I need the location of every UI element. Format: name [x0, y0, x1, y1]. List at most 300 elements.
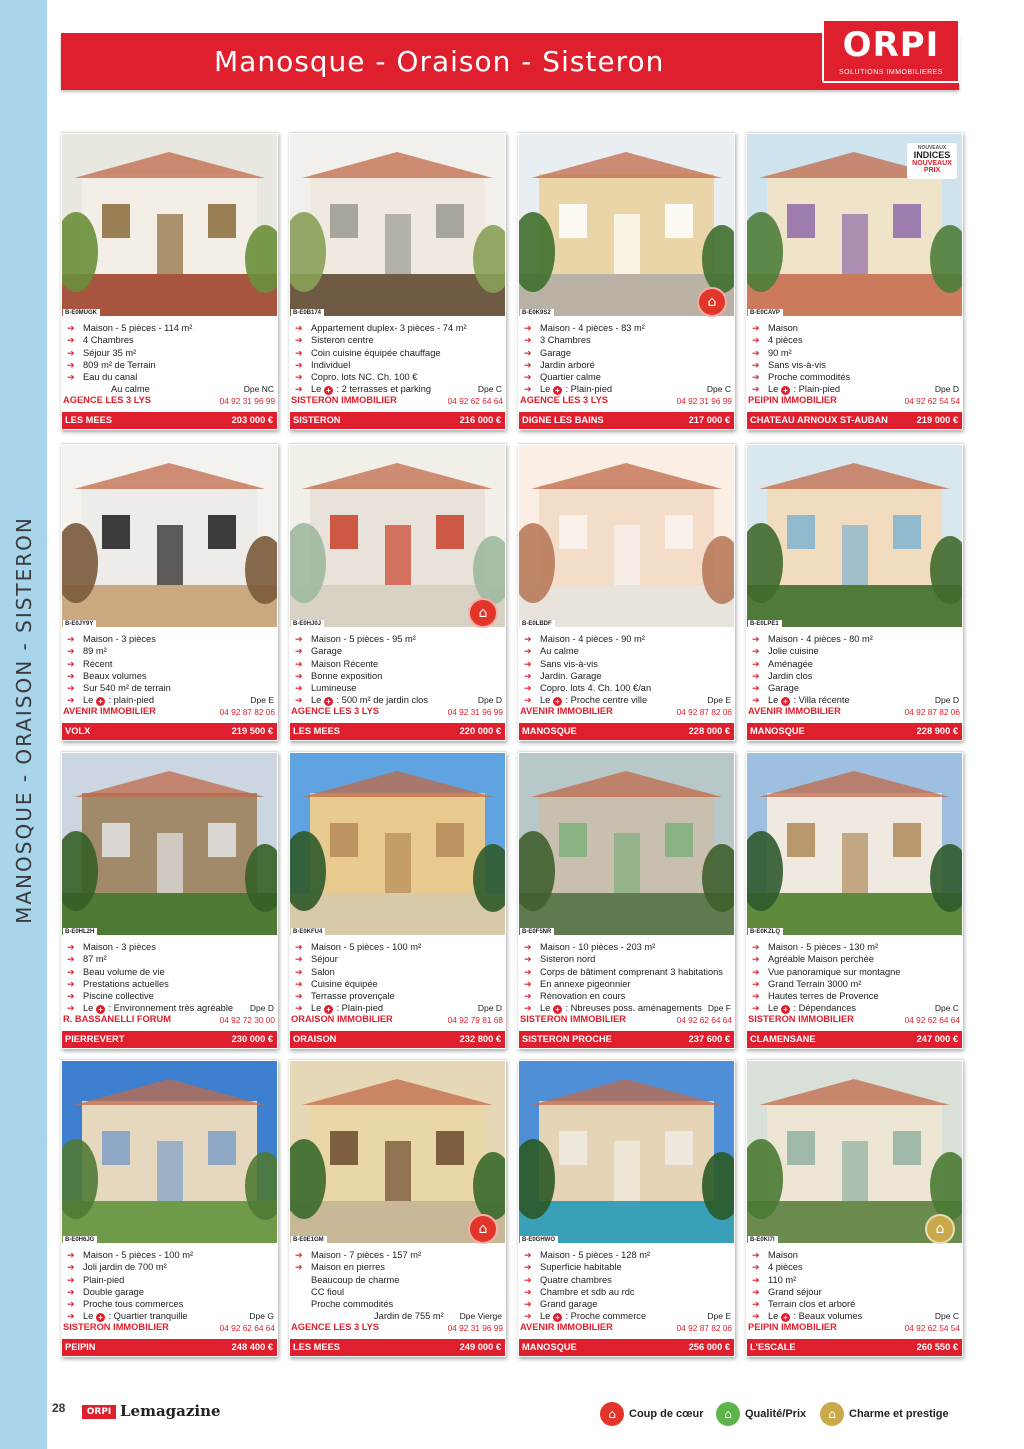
plus-icon: + [553, 1005, 562, 1014]
feature-line [521, 990, 733, 1002]
listing-photo[interactable] [519, 753, 734, 935]
agency-name[interactable]: SISTERON IMMOBILIER [520, 1014, 626, 1024]
feature-text: Maison - 5 pièces - 95 m² [311, 634, 416, 644]
listing-card[interactable] [746, 751, 963, 1049]
agency-phone[interactable]: 04 92 87 82 06 [676, 707, 732, 717]
feature-line [292, 347, 504, 359]
feature-line [521, 359, 733, 371]
feature-text: Maison - 3 pièces [83, 942, 156, 952]
agency-phone[interactable]: 04 92 87 82 06 [676, 1323, 732, 1333]
plus-icon: + [96, 697, 105, 706]
listing-city: MANOSQUE [522, 726, 577, 736]
feature-line [64, 1286, 276, 1298]
arrow-icon: ➔ [67, 1311, 75, 1322]
feature-text: Le + : Plain-pied [768, 384, 841, 396]
listing-photo[interactable] [747, 753, 962, 935]
listing-city: CHATEAU ARNOUX ST-AUBAN [750, 415, 888, 425]
feature-text: Beaux volumes [83, 670, 147, 681]
feature-line [749, 359, 961, 371]
listing-city: LES MEES [293, 726, 341, 736]
listing-price: 216 000 € [459, 415, 501, 425]
agency-phone[interactable]: 04 92 31 96 99 [447, 1323, 503, 1333]
arrow-icon: ➔ [752, 954, 760, 965]
listing-photo[interactable] [62, 445, 277, 627]
feature-text: Vue panoramique sur montagne [768, 966, 901, 977]
listing-photo[interactable] [62, 1061, 277, 1243]
arrow-icon: ➔ [295, 323, 303, 333]
feature-line [292, 670, 504, 682]
feature-line [749, 1249, 961, 1261]
feature-line [64, 1310, 276, 1322]
coup-de-coeur-icon: ⌂ [468, 1214, 498, 1244]
listing-card[interactable] [518, 443, 735, 741]
arrow-icon: ➔ [752, 1274, 760, 1285]
feature-line [521, 645, 733, 657]
listing-city: ORAISON [293, 1034, 337, 1044]
listing-card[interactable] [289, 751, 506, 1049]
feature-line [64, 322, 276, 334]
dpe-label: Dpe D [477, 1003, 502, 1014]
agency-name[interactable]: AVENIR IMMOBILIER [520, 706, 613, 716]
feature-text: Quatre chambres [540, 1274, 612, 1285]
feature-text: Terrain clos et arboré [768, 1299, 856, 1310]
feature-line [749, 383, 961, 395]
arrow-icon: ➔ [524, 359, 532, 370]
city-price-bar [290, 723, 505, 740]
listing-ref: B-E0CAVP [748, 309, 783, 316]
feature-line [64, 670, 276, 682]
listing-photo[interactable] [290, 1061, 505, 1243]
listing-ref: B-E0E1GM [291, 1236, 327, 1243]
agency-name[interactable]: SISTERON IMMOBILIER [291, 395, 397, 405]
feature-line [521, 1261, 733, 1273]
agency-name[interactable]: ORAISON IMMOBILIER [291, 1014, 393, 1024]
feature-line [521, 334, 733, 346]
plus-icon: + [553, 697, 562, 706]
agency-phone[interactable]: 04 92 79 81 68 [447, 1015, 503, 1025]
listing-city: CLAMENSANE [750, 1034, 816, 1044]
listing-card[interactable] [61, 1059, 278, 1357]
listing-price: 237 600 € [688, 1034, 730, 1044]
listing-price: 232 800 € [459, 1034, 501, 1044]
listing-card[interactable] [61, 132, 278, 430]
listing-photo[interactable] [747, 1061, 962, 1243]
feature-line [749, 347, 961, 359]
feature-text: Le + : Villa récente [768, 695, 850, 707]
coup-de-coeur-icon: ⌂ [600, 1402, 624, 1426]
feature-line [749, 645, 961, 657]
feature-line [292, 990, 504, 1002]
listing-photo[interactable] [290, 753, 505, 935]
agency-row [63, 1322, 275, 1335]
plus-icon: + [553, 1313, 562, 1322]
listings-grid [61, 132, 963, 1362]
agency-phone[interactable]: 04 92 72 30 00 [219, 1015, 275, 1025]
listing-card[interactable] [61, 751, 278, 1049]
arrow-icon: ➔ [524, 1311, 532, 1322]
agency-name[interactable]: PEIPIN IMMOBILIER [748, 1322, 837, 1332]
feature-text: Maison - 5 pièces - 128 m² [540, 1250, 651, 1260]
arrow-icon: ➔ [524, 942, 532, 952]
feature-text: Le + : Proche centre ville [540, 695, 648, 707]
listing-card[interactable] [746, 1059, 963, 1357]
feature-text: CC fioul [311, 1286, 345, 1297]
arrow-icon: ➔ [524, 384, 532, 395]
agency-name[interactable]: AGENCE LES 3 LYS [291, 1322, 380, 1332]
feature-line [749, 322, 961, 334]
arrow-icon: ➔ [752, 323, 760, 333]
arrow-icon: ➔ [295, 347, 303, 358]
feature-text: Maison - 3 pièces [83, 634, 156, 644]
arrow-icon: ➔ [524, 1286, 532, 1297]
agency-phone[interactable]: 04 92 62 54 54 [904, 1323, 960, 1333]
listing-price: 247 000 € [916, 1034, 958, 1044]
city-price-bar [519, 723, 734, 740]
city-price-bar [519, 1031, 734, 1048]
city-price-bar [747, 723, 962, 740]
arrow-icon: ➔ [295, 335, 303, 346]
listing-city: PEIPIN [65, 1342, 96, 1352]
listing-photo[interactable] [519, 445, 734, 627]
arrow-icon: ➔ [67, 634, 75, 644]
arrow-icon: ➔ [67, 323, 75, 333]
arrow-icon: ➔ [752, 384, 760, 395]
arrow-icon: ➔ [67, 646, 75, 657]
plus-icon: + [324, 697, 333, 706]
listing-ref: B-E0MUGK [63, 309, 100, 316]
listing-ref: B-E0H6JG [63, 1236, 97, 1243]
agency-name[interactable]: SISTERON IMMOBILIER [63, 1322, 169, 1332]
feature-line [749, 682, 961, 694]
listing-city: SISTERON [293, 415, 341, 425]
arrow-icon: ➔ [67, 978, 75, 989]
agency-phone[interactable]: 04 92 31 96 99 [676, 396, 732, 406]
dpe-label: Dpe E [707, 1311, 731, 1322]
agency-row [63, 1014, 275, 1027]
city-price-bar [747, 1339, 962, 1356]
listing-card[interactable] [746, 443, 963, 741]
listing-features [64, 322, 276, 396]
feature-text: Piscine collective [83, 991, 154, 1002]
promo-line: NOUVEAUX PRIX [912, 160, 952, 174]
arrow-icon: ➔ [524, 1274, 532, 1285]
listing-photo[interactable] [62, 134, 277, 316]
listing-card[interactable] [289, 443, 506, 741]
arrow-icon: ➔ [295, 372, 303, 383]
feature-text: Le + : Plain-pied [540, 384, 613, 396]
feature-text: Maison [768, 323, 798, 333]
listing-photo[interactable] [519, 1061, 734, 1243]
feature-text: Eau du canal [83, 372, 138, 383]
plus-icon: + [781, 1313, 790, 1322]
listing-photo[interactable] [290, 445, 505, 627]
feature-line [521, 1274, 733, 1286]
listing-ref: B-E0JY9Y [63, 620, 96, 627]
dpe-label: Dpe C [477, 384, 502, 395]
feature-line [521, 633, 733, 645]
listing-city: MANOSQUE [750, 726, 805, 736]
listing-photo[interactable] [519, 134, 734, 316]
listing-ref: B-E0KI7I [748, 1236, 778, 1243]
listing-price: 228 000 € [688, 726, 730, 736]
feature-text: Coin cuisine équipée chauffage [311, 347, 441, 358]
legend-label: Coup de cœur [629, 1408, 704, 1420]
feature-text: Maison - 4 pièces - 80 m² [768, 634, 873, 644]
listing-features [64, 941, 276, 1015]
arrow-icon: ➔ [752, 966, 760, 977]
feature-text: Hautes terres de Provence [768, 991, 879, 1002]
feature-text: Le + : 500 m² de jardin clos [311, 695, 428, 707]
feature-text: Le + : plain-pied [83, 695, 155, 707]
legend-qualite-prix [716, 1400, 806, 1428]
feature-text: Maison - 10 pièces - 203 m² [540, 942, 656, 952]
side-title: MANOSQUE - ORAISON - SISTERON [11, 516, 36, 924]
page-title: Manosque - Oraison - Sisteron [214, 45, 665, 78]
arrow-icon: ➔ [295, 1262, 303, 1273]
logo-subtitle: SOLUTIONS IMMOBILIERES [839, 69, 943, 76]
listing-card[interactable] [61, 443, 278, 741]
feature-text: Récent [83, 658, 113, 669]
listing-features [64, 633, 276, 707]
agency-phone[interactable]: 04 92 62 64 64 [904, 1015, 960, 1025]
arrow-icon: ➔ [752, 634, 760, 644]
listing-features [292, 1249, 504, 1323]
agency-phone[interactable]: 04 92 62 54 54 [904, 396, 960, 406]
feature-text: Maison en pierres [311, 1262, 385, 1273]
orpi-logo[interactable] [822, 19, 960, 83]
listing-photo[interactable] [747, 445, 962, 627]
feature-text: Appartement duplex- 3 pièces - 74 m² [311, 323, 467, 333]
feature-text: 4 pièces [768, 1262, 803, 1273]
feature-line [749, 694, 961, 706]
agency-name[interactable]: R. BASSANELLI FORUM [63, 1014, 171, 1024]
city-price-bar [290, 412, 505, 429]
arrow-icon: ➔ [295, 991, 303, 1002]
feature-text: Maison - 5 pièces - 130 m² [768, 942, 879, 952]
feature-line [521, 978, 733, 990]
plus-icon: + [96, 1313, 105, 1322]
feature-text: Aménagée [768, 658, 813, 669]
agency-name[interactable]: PEIPIN IMMOBILIER [748, 395, 837, 405]
listing-photo[interactable] [290, 134, 505, 316]
agency-phone[interactable]: 04 92 62 64 64 [219, 1323, 275, 1333]
feature-line [292, 633, 504, 645]
feature-line [64, 633, 276, 645]
listing-ref: B-E0HL2H [63, 928, 97, 935]
feature-line [64, 658, 276, 670]
feature-text: Le + : Plain-pied [311, 1003, 384, 1015]
dpe-label: Dpe C [934, 1311, 959, 1322]
feature-line [521, 1298, 733, 1310]
feature-text: Maison - 5 pièces - 114 m² [83, 323, 193, 333]
agency-phone[interactable]: 04 92 62 64 64 [676, 1015, 732, 1025]
listing-features [292, 941, 504, 1015]
listing-features [749, 322, 961, 396]
feature-line [64, 347, 276, 359]
feature-line [521, 322, 733, 334]
arrow-icon: ➔ [524, 347, 532, 358]
agency-name[interactable]: AGENCE LES 3 LYS [520, 395, 609, 405]
feature-text: Individuel [311, 359, 351, 370]
feature-line [749, 371, 961, 383]
listing-ref: B-E0KFU4 [291, 928, 325, 935]
arrow-icon: ➔ [67, 695, 75, 706]
feature-line [292, 658, 504, 670]
agency-row [291, 1014, 503, 1027]
feature-line [749, 670, 961, 682]
feature-line [64, 1261, 276, 1273]
arrow-icon: ➔ [752, 1286, 760, 1297]
agency-phone[interactable]: 04 92 87 82 06 [904, 707, 960, 717]
feature-line [749, 941, 961, 953]
arrow-icon: ➔ [752, 695, 760, 706]
arrow-icon: ➔ [524, 372, 532, 383]
listing-features [64, 1249, 276, 1323]
promo-line: NOUVEAUX [917, 145, 947, 151]
arrow-icon: ➔ [752, 670, 760, 681]
feature-text: Au calme [111, 384, 150, 395]
feature-line [521, 383, 733, 395]
feature-line [292, 1274, 504, 1286]
arrow-icon: ➔ [524, 966, 532, 977]
dpe-label: Dpe E [707, 695, 731, 706]
feature-line [64, 1298, 276, 1310]
legend-label: Charme et prestige [849, 1408, 949, 1420]
feature-line [749, 966, 961, 978]
agency-row [520, 706, 732, 719]
feature-line [292, 1286, 504, 1298]
feature-line [749, 334, 961, 346]
listing-price: 260 550 € [916, 1342, 958, 1352]
arrow-icon: ➔ [524, 683, 532, 694]
feature-line [64, 953, 276, 965]
feature-text: Jardin arboré [540, 359, 595, 370]
agency-name[interactable]: AGENCE LES 3 LYS [63, 395, 152, 405]
agency-name[interactable]: SISTERON IMMOBILIER [748, 1014, 854, 1024]
arrow-icon: ➔ [295, 683, 303, 694]
feature-line [64, 1002, 276, 1014]
dpe-label: Dpe C [706, 384, 731, 395]
listing-ref: B-E0GHWO [520, 1236, 558, 1243]
plus-icon: + [781, 697, 790, 706]
listing-features [521, 1249, 733, 1323]
feature-line [749, 1310, 961, 1322]
arrow-icon: ➔ [524, 978, 532, 989]
listing-city: PIERREVERT [65, 1034, 125, 1044]
listing-price: 256 000 € [688, 1342, 730, 1352]
listing-card[interactable] [518, 751, 735, 1049]
feature-text: Jardin clos [768, 670, 813, 681]
listing-features [521, 322, 733, 396]
listing-card[interactable] [518, 132, 735, 430]
listing-card[interactable] [518, 1059, 735, 1357]
feature-text: Copro. lots 4. Ch. 100 €/an [540, 683, 652, 694]
feature-line [64, 966, 276, 978]
feature-text: Double garage [83, 1286, 144, 1297]
agency-name[interactable]: AVENIR IMMOBILIER [748, 706, 841, 716]
agency-row [63, 395, 275, 408]
feature-line [749, 1286, 961, 1298]
agency-phone[interactable]: 04 92 31 96 99 [447, 707, 503, 717]
legend-label: Qualité/Prix [745, 1408, 807, 1420]
feature-text: Copro. lots NC. Ch. 100 € [311, 372, 418, 383]
city-price-bar [62, 723, 277, 740]
agency-name[interactable]: AGENCE LES 3 LYS [291, 706, 380, 716]
listing-price: 219 000 € [916, 415, 958, 425]
feature-line [292, 694, 504, 706]
listing-ref: B-E0K9S2 [520, 309, 554, 316]
feature-line [64, 359, 276, 371]
plus-icon: + [324, 386, 333, 395]
feature-text: Agréable Maison perchée [768, 954, 874, 965]
agency-name[interactable]: AVENIR IMMOBILIER [520, 1322, 613, 1332]
agency-phone[interactable]: 04 92 87 82 06 [219, 707, 275, 717]
feature-text: Le + : Proche commerce [540, 1311, 647, 1323]
listing-price: 249 000 € [459, 1342, 501, 1352]
feature-text: 110 m² [768, 1274, 797, 1285]
arrow-icon: ➔ [524, 658, 532, 669]
city-price-bar [62, 1031, 277, 1048]
feature-text: Sans vis-à-vis [768, 359, 826, 370]
listing-photo[interactable] [62, 753, 277, 935]
agency-name[interactable]: AVENIR IMMOBILIER [63, 706, 156, 716]
listing-price: 219 500 € [231, 726, 273, 736]
feature-text: Proche commodités [311, 1299, 394, 1310]
feature-line [292, 359, 504, 371]
listing-price: 230 000 € [231, 1034, 273, 1044]
arrow-icon: ➔ [524, 954, 532, 965]
arrow-icon: ➔ [752, 991, 760, 1002]
arrow-icon: ➔ [67, 1286, 75, 1297]
feature-line [521, 1249, 733, 1261]
arrow-icon: ➔ [295, 384, 303, 395]
feature-text: Jolie cuisine [768, 646, 819, 657]
feature-text: Le + : Nbreuses poss. aménagements [540, 1003, 702, 1015]
dpe-label: Dpe D [249, 1003, 274, 1014]
feature-text: Le + : Beaux volumes [768, 1311, 863, 1323]
page-number: 28 [52, 1401, 66, 1415]
agency-phone[interactable]: 04 92 62 64 64 [447, 396, 503, 406]
feature-text: Maison - 5 pièces - 100 m² [83, 1250, 194, 1260]
coup-de-coeur-icon: ⌂ [697, 287, 727, 317]
feature-text: Garage [311, 646, 343, 657]
promo-line: INDICES [913, 150, 951, 160]
logo-text: ORPI [842, 25, 940, 65]
feature-text: Maison - 4 pièces - 83 m² [540, 323, 645, 333]
listing-card[interactable] [289, 1059, 506, 1357]
feature-text: Au calme [540, 646, 579, 657]
listing-price: 248 400 € [231, 1342, 273, 1352]
dpe-label: Dpe D [477, 695, 502, 706]
feature-text: Joli jardin de 700 m² [83, 1262, 167, 1273]
arrow-icon: ➔ [67, 359, 75, 370]
arrow-icon: ➔ [67, 966, 75, 977]
listing-card[interactable] [289, 132, 506, 430]
feature-line [749, 1261, 961, 1273]
feature-line [521, 371, 733, 383]
agency-row [748, 1322, 960, 1335]
agency-phone[interactable]: 04 92 31 96 99 [219, 396, 275, 406]
feature-line [292, 1310, 504, 1322]
arrow-icon: ➔ [67, 1274, 75, 1285]
feature-line [64, 383, 276, 395]
listing-card[interactable] [746, 132, 963, 430]
dpe-label: Dpe G [249, 1311, 274, 1322]
feature-text: Proche commodités [768, 372, 851, 383]
feature-text: Sur 540 m² de terrain [83, 683, 171, 694]
city-price-bar [290, 1339, 505, 1356]
feature-text: Séjour 35 m² [83, 347, 137, 358]
